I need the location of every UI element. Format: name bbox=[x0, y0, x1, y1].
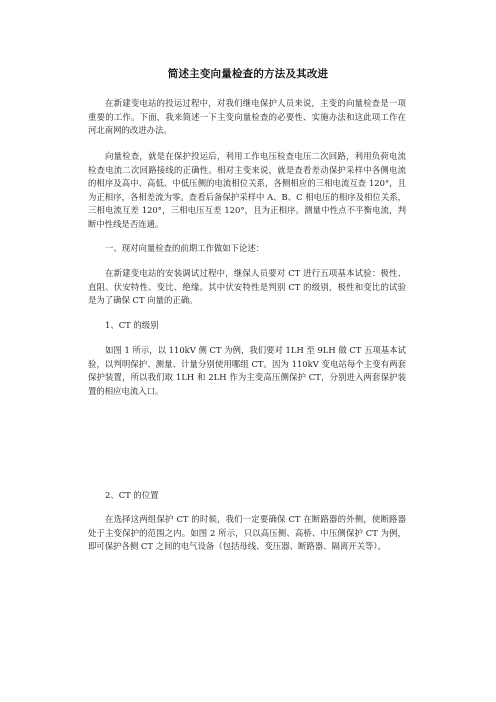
paragraph-ct-tests: 在新建变电站的安装调试过程中，继保人员要对 CT 进行五项基本试验：极性、直阻、伏安特性、变比、绝缘。其中伏安特性是判别 CT 的级别，极性和变比的试验是为了确保 CT 向量的正确。 bbox=[88, 268, 406, 306]
paragraph-intro: 在新建变电站的投运过程中，对我们继电保护人员来说，主变的向量检查是一项重要的工作。下面，我来简述一下主变向量检查的必要性、实施办法和这此项工作在河北南网的改进办法。 bbox=[88, 98, 406, 136]
paragraph-definition: 向量检查，就是在保护投运后，利用工作电压检查电压二次回路，利用负荷电流检查电流二次回路接线的正确性。相对主变来说，就是查看差动保护采样中各侧电流的相序及高中、高低、中低压侧的电流相位关系，各侧相应的三相电流互查 120°，且为正相序，各相差流为零。查看后备保护采样中 A、B、C 相电压的相序及相位关系，三相电流互差 120°，三相电压互差 120°，且为正相序。测量中性点不平衡电流，判断中性线是否连通。 bbox=[88, 151, 406, 229]
section-heading-one: 一、现对向量检查的前期工作做如下论述： bbox=[105, 243, 265, 253]
paragraph-ct-level: 如图 1 所示，以 110kV 侧 CT 为例，我们要对 1LH 至 9LH 做 CT 五项基本试验，以判明保护、测量、计量分别使用哪组 CT。因为 110kV 变电站每个主变有两套保护装置，所以我们取 1LH 和 2LH 作为主变高压侧保护 CT，分别进入两套保护装置的相应电流入口。 bbox=[88, 345, 406, 396]
heading-ct-level: 1、CT 的级别 bbox=[105, 320, 159, 330]
document-title: 简述主变向量检查的方法及其改进 bbox=[167, 68, 329, 80]
paragraph-ct-position: 在选择这两组保护 CT 的时候，我们一定要确保 CT 在断路器的外侧，使断路器处于主变保护的范围之内。如图 2 所示，只以高压侧、高桥、中压侧保护 CT 为例，即可保护各侧 CT 之间的电气设备（包括母线、变压器、断路器、隔离开关等）。 bbox=[88, 514, 406, 552]
heading-ct-position: 2、CT 的位置 bbox=[105, 490, 159, 500]
